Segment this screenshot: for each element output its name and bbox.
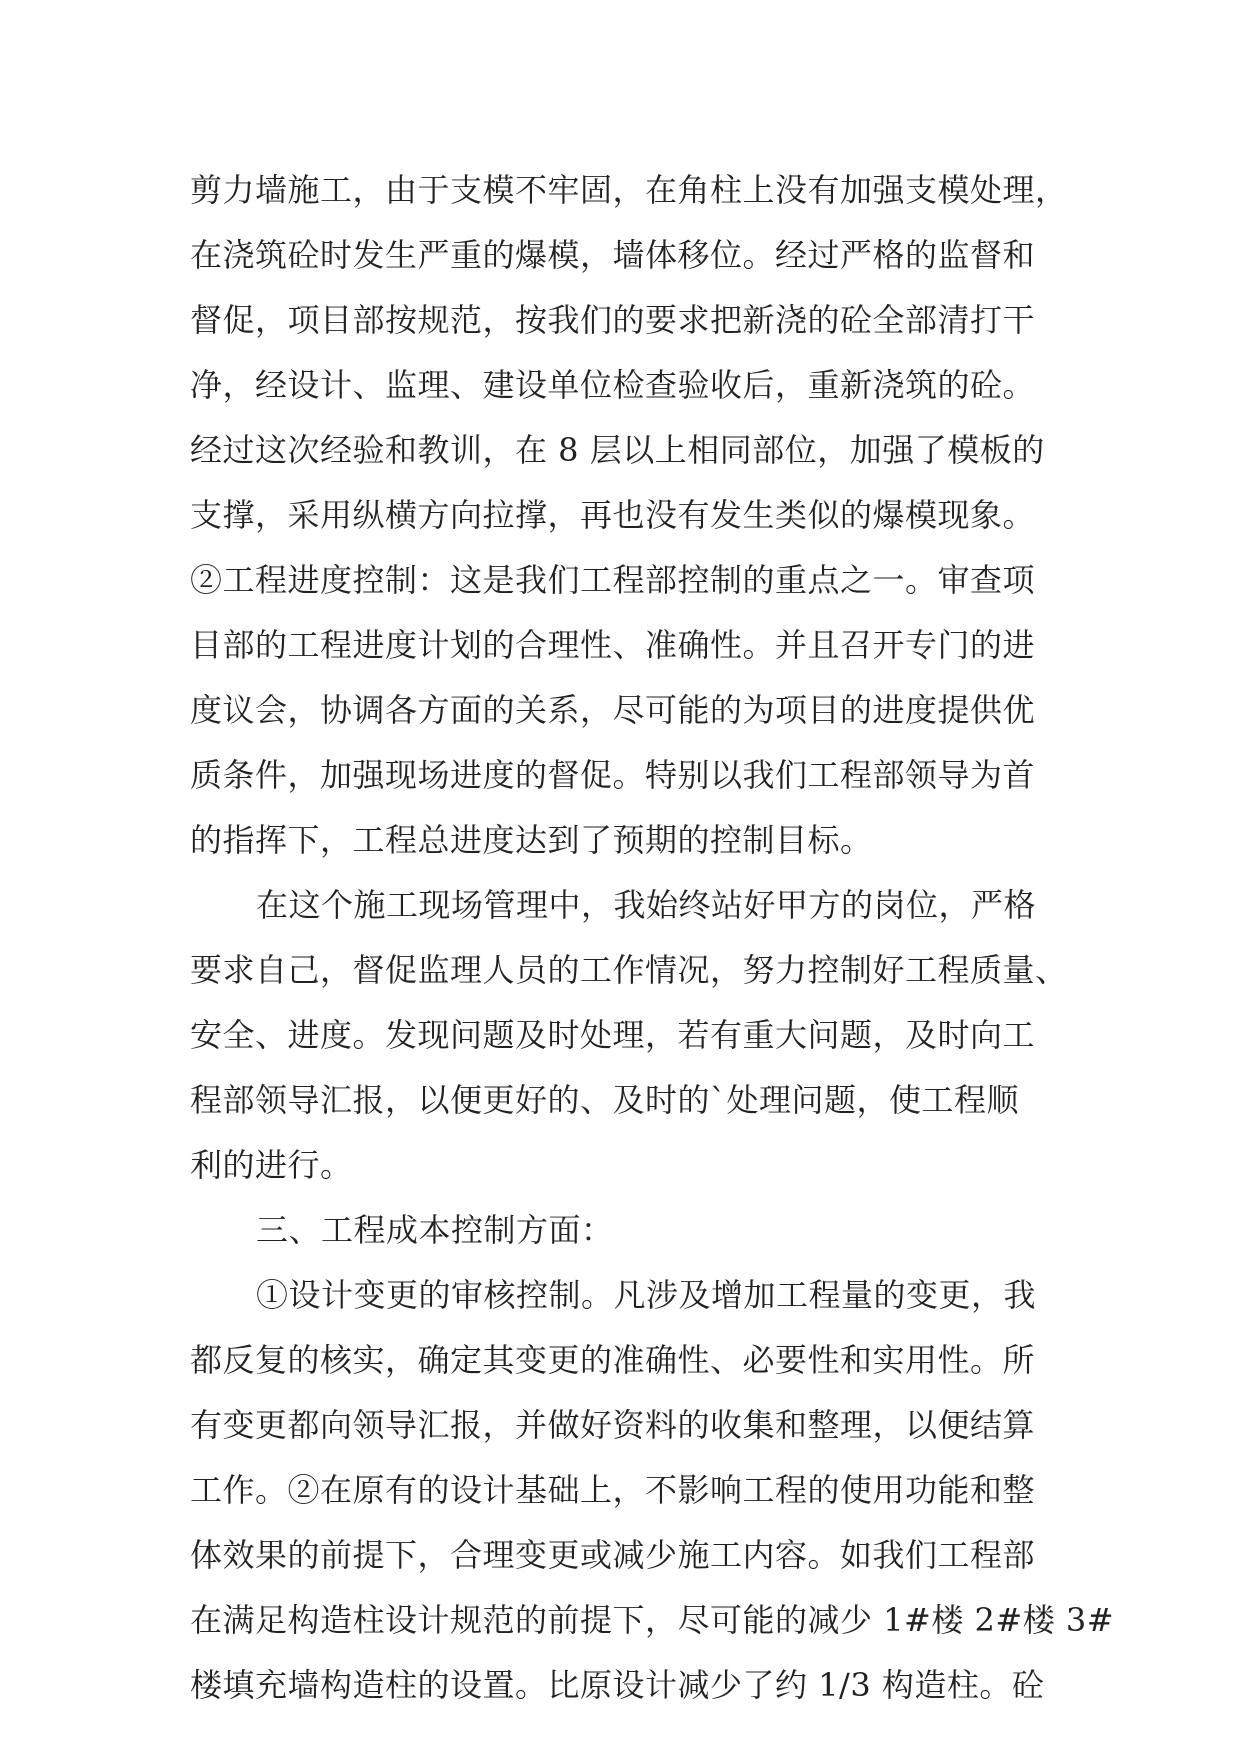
text-line: 要求自己，督促监理人员的工作情况，努力控制好工程质量、 — [190, 951, 1068, 989]
text-line: 的指挥下，工程总进度达到了预期的控制目标。 — [190, 821, 873, 859]
text-line: 经过这次经验和教训，在 8 层以上相同部位，加强了模板的 — [190, 431, 1045, 469]
body-text — [190, 158, 1115, 1718]
text-line: 体效果的前提下，合理变更或减少施工内容。如我们工程部 — [190, 1536, 1036, 1574]
text-line: 在满足构造柱设计规范的前提下，尽可能的减少 1#楼 2#楼 3# — [190, 1601, 1115, 1639]
text-line: 程部领导汇报，以便更好的、及时的`处理问题，使工程顺 — [190, 1081, 1020, 1119]
text-line: 都反复的核实，确定其变更的准确性、必要性和实用性。所 — [190, 1341, 1036, 1379]
text-line: 净，经设计、监理、建设单位检查验收后，重新浇筑的砼。 — [190, 366, 1036, 404]
text-line: 目部的工程进度计划的合理性、准确性。并且召开专门的进 — [190, 626, 1036, 664]
text-line: 度议会，协调各方面的关系，尽可能的为项目的进度提供优 — [190, 691, 1036, 729]
text-line: ②工程进度控制：这是我们工程部控制的重点之一。审查项 — [190, 561, 1036, 599]
text-line: 安全、进度。发现问题及时处理，若有重大问题，及时向工 — [190, 1016, 1036, 1054]
text-line: 剪力墙施工，由于支模不牢固，在角柱上没有加强支模处理， — [190, 171, 1068, 209]
text-line: 利的进行。 — [190, 1146, 353, 1184]
text-line: 质条件，加强现场进度的督促。特别以我们工程部领导为首 — [190, 756, 1036, 794]
text-line: 支撑，采用纵横方向拉撑，再也没有发生类似的爆模现象。 — [190, 496, 1036, 534]
paragraph-start-line: 在这个施工现场管理中，我始终站好甲方的岗位，严格 — [256, 886, 1037, 924]
paragraph-start-line: ①设计变更的审核控制。凡涉及增加工程量的变更，我 — [256, 1276, 1037, 1314]
text-line: 工作。②在原有的设计基础上，不影响工程的使用功能和整 — [190, 1471, 1036, 1509]
text-line: 在浇筑砼时发生严重的爆模，墙体移位。经过严格的监督和 — [190, 236, 1036, 274]
text-line: 楼填充墙构造柱的设置。比原设计减少了约 1/3 构造柱。砼 — [190, 1666, 1045, 1704]
section-heading: 三、工程成本控制方面： — [256, 1211, 614, 1249]
text-line: 有变更都向领导汇报，并做好资料的收集和整理，以便结算 — [190, 1406, 1036, 1444]
text-line: 督促，项目部按规范，按我们的要求把新浇的砼全部清打干 — [190, 301, 1036, 339]
